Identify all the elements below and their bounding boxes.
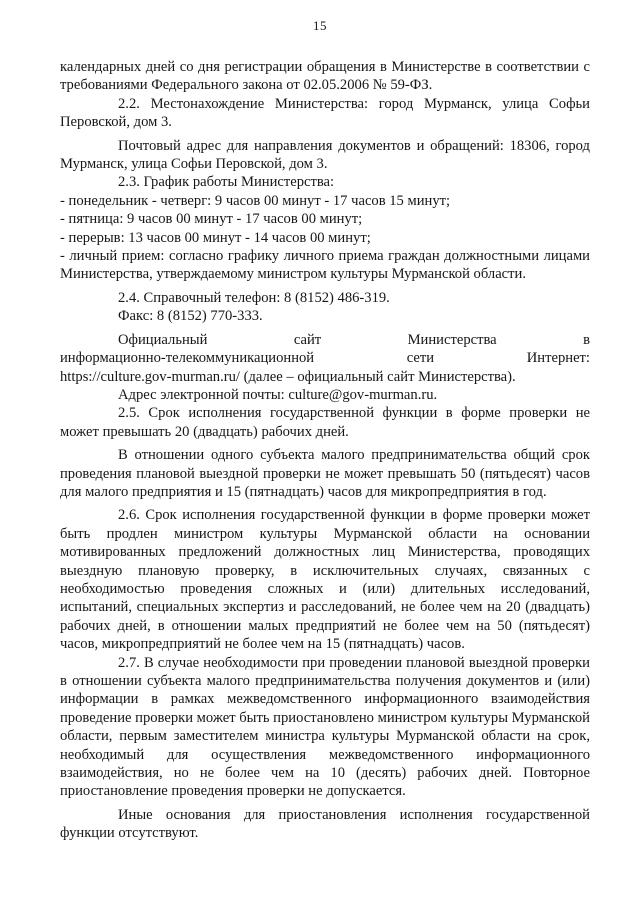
paragraph-2-6: 2.6. Срок исполнения государственной функции в форме проверки может быть продлен министром культуры Мурманской области на основании мотивированных предложений должностных лиц Министерства, проводящих выездную плановую проверку, в исключительных случаях, связанных с необходимостью проведения сложных и (или) длительных исследований, испытаний, специальных экспертиз и расследований, не более чем на 20 (двадцать) рабочих дней, в отношении малых предприятий не более чем на 50 (пятьдесят) часов, микропредприятий не более чем на 15 (пятнадцать) часов. [60,507,590,653]
website-url-line: https://culture.gov-murman.ru/ (далее – официальный сайт Министерства). [60,368,516,385]
paragraph-2-7: 2.7. В случае необходимости при проведении плановой выездной проверки в отношении субъекта малого предпринимательства получения документов и (или) информации в рамках межведомственного информационного взаимодействия проведение проверки может быть приостановлено министром культуры Мурманской области, первым заместителем министра культуры Мурманской области на срок, необходимый для осуществления межведомственного информационного взаимодействия, но не более чем на 10 (десять) рабочих дней. Повторное приостановление проведения проверки не допускается. [60,654,590,800]
paragraph-schedule-heading: 2.3. График работы Министерства: [118,174,335,191]
website-line-2 [60,349,590,367]
website-word: Официальный [118,331,208,348]
website-word: сайт [293,331,322,348]
paragraph-location: 2.2. Местонахождение Министерства: город Мурманск, улица Софьи Перовской, дом 3. [60,95,590,131]
paragraph-intro: календарных дней со дня регистрации обращения в Министерстве в соответствии с требованиями Федерального закона от 02.05.2006 № 59-ФЗ. [60,59,590,94]
website-line-1 [60,331,590,349]
paragraph-postal-address: Почтовый адрес для направления документов и обращений: 18306, город Мурманск, улица Софьи Перовской, дом 3. [60,137,590,173]
paragraph-fax: Факс: 8 (8152) 770-333. [118,308,263,325]
website-word: Интернет: [526,350,590,367]
schedule-item-mon-thu: - понедельник - четверг: 9 часов 00 минут - 17 часов 15 минут; [60,192,451,209]
page-number: 15 [313,18,327,33]
website-word: сети [406,350,435,367]
paragraph-phone: 2.4. Справочный телефон: 8 (8152) 486-319. [118,289,390,306]
document-body [60,58,590,843]
schedule-item-personal-reception: - личный прием: согласно графику личного приема граждан должностными лицами Министерства, утверждаемому министром культуры Мурманской области. [60,248,590,283]
schedule-item-break: - перерыв: 13 часов 00 минут - 14 часов 00 минут; [60,229,371,246]
website-word: информационно-телекоммуникационной [60,350,315,367]
website-word: Министерства [407,331,497,348]
paragraph-other-grounds: Иные основания для приостановления исполнения государственной функции отсутствуют. [60,806,590,842]
website-word: в [583,331,590,348]
schedule-item-friday: - пятница: 9 часов 00 минут - 17 часов 00 минут; [60,211,363,228]
paragraph-2-5: 2.5. Срок исполнения государственной функции в форме проверки не может превышать 20 (двадцать) рабочих дней. [60,405,590,440]
paragraph-small-business-term: В отношении одного субъекта малого предпринимательства общий срок проведения плановой выездной проверки не может превышать 50 (пятьдесят) часов для малого предприятия и 15 (пятнадцать) часов для микропредприятия в год. [60,447,590,500]
paragraph-email: Адрес электронной почты: culture@gov-murman.ru. [118,386,438,403]
